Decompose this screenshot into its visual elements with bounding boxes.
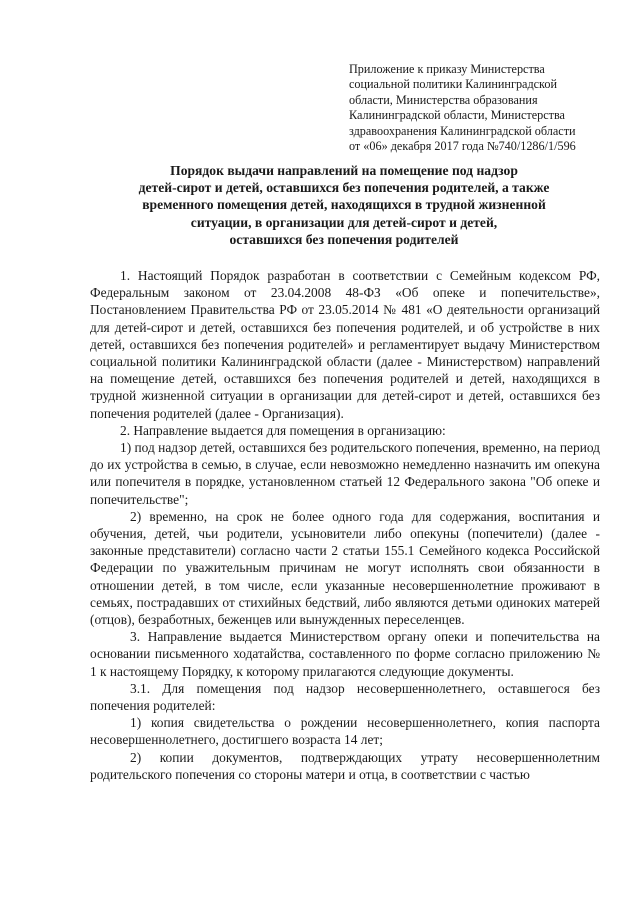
document-title xyxy=(84,162,604,248)
document-body xyxy=(90,267,600,783)
header-line: Приложение к приказу Министерства xyxy=(349,62,545,76)
paragraph-2: 2. Направление выдается для помещения в организацию: xyxy=(120,422,446,438)
title-line: временного помещения детей, находящихся в трудной жизненной xyxy=(142,197,546,213)
title-line: детей-сирот и детей, оставшихся без попечения родителей, а также xyxy=(138,180,550,196)
approval-header xyxy=(349,62,609,154)
paragraph-3-1-item-1: 1) копия свидетельства о рождении несовершеннолетнего, копия паспорта несовершеннолетнего, достигшего возраста 14 лет; xyxy=(90,715,600,748)
paragraph-3-1: 3.1. Для помещения под надзор несовершеннолетнего, оставшегося без попечения родителей: xyxy=(90,680,600,714)
paragraph-2-item-1: 1) под надзор детей, оставшихся без родительского попечения, временно, на период до их устройства в семью, в случае, если невозможно немедленно назначить им опекуна или попечителя в порядке, установленном статьей 12 Федерального закона "Об опеке и попечительстве"; xyxy=(90,440,600,507)
paragraph-2-item-2: 2) временно, на срок не более одного года для содержания, воспитания и обучения, детей, чьи родители, усыновители либо опекуны (попечители) (далее - законные представители) согласно части 2 статьи 155.1 Семейного кодекса Российской Федерации по уважительным причинам не могут исполнять свои обязанности в отношении детей, в том числе, если указанные несовершеннолетние проживают в семьях, пострадавших от стихийных бедствий, либо являются детьми одиноких матерей (отцов), безработных, беженцев или вынужденных переселенцев. xyxy=(90,508,600,628)
header-line: области, Министерства образования xyxy=(349,92,538,107)
title-line: оставшихся без попечения родителей xyxy=(229,231,459,247)
title-line: ситуации, в организации для детей-сирот и детей, xyxy=(190,214,498,230)
title-line: Порядок выдачи направлений на помещение под надзор xyxy=(170,163,518,178)
paragraph-1: 1. Настоящий Порядок разработан в соответствии с Семейным кодексом РФ, Федеральным законом от 23.04.2008 48-ФЗ «Об опеке и попечительстве», Постановлением Правительства РФ от 23.05.2014 № 481 «О деятельности организаций для детей-сирот и детей, оставшихся без попечения родителей, и об устройстве в них детей, оставшихся без попечения родителей» и регламентирует выдачу Министерством социальной политики Калининградской области (далее - Министерством) направлений на помещение детей, оставшихся без попечения родителей и детей, находящихся в трудной жизненной ситуации в организации для детей-сирот и детей, оставшихся без попечения родителей (далее - Организация). xyxy=(90,268,600,421)
paragraph-3: 3. Направление выдается Министерством органу опеки и попечительства на основании письменного ходатайства, составленного по форме согласно приложению № 1 к настоящему Порядку, к которому прилагаются следующие документы. xyxy=(90,629,600,679)
header-line: социальной политики Калининградской xyxy=(349,77,557,92)
paragraph-3-1-item-2: 2) копии документов, подтверждающих утрату несовершеннолетним родительского попечения со стороны матери и отца, в соответствии с частью xyxy=(90,749,600,782)
header-line: Калининградской области, Министерства xyxy=(349,108,565,123)
header-line: от «06» декабря 2017 года №740/1286/1/596 xyxy=(349,139,576,154)
header-line: здравоохранения Калининградской области xyxy=(349,123,576,138)
